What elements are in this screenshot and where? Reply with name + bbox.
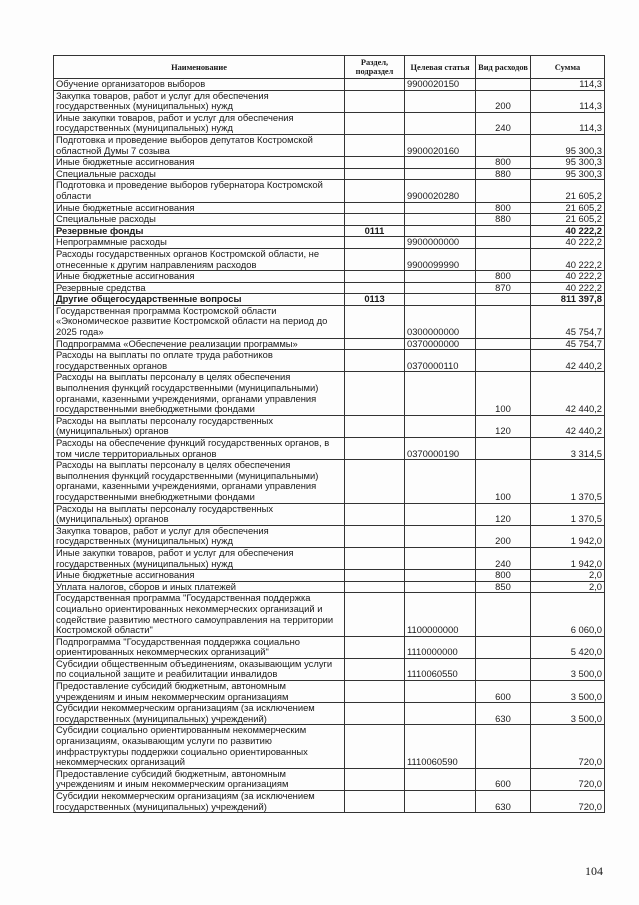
cell-sum: 21 605,2 [531, 214, 605, 226]
cell-name: Непрограммные расходы [54, 237, 345, 249]
header-razdel: Раздел, подраздел [345, 56, 405, 79]
cell-name: Иные закупки товаров, работ и услуг для обеспечения государственных (муниципальных) нужд [54, 547, 345, 569]
cell-name: Закупка товаров, работ и услуг для обеспечения государственных (муниципальных) нужд [54, 525, 345, 547]
cell-razdel [345, 791, 405, 813]
table-row [54, 350, 605, 372]
cell-razdel [345, 112, 405, 134]
cell-vid [476, 248, 531, 270]
cell-name: Специальные расходы [54, 168, 345, 180]
cell-razdel [345, 305, 405, 338]
cell-code: 0370000110 [405, 350, 476, 372]
cell-vid [476, 658, 531, 680]
table-row [54, 214, 605, 226]
header-code: Целевая статья [405, 56, 476, 79]
table-row [54, 593, 605, 636]
cell-name: Предоставление субсидий бюджетным, автономным учреждениям и иным некоммерческим организациям [54, 681, 345, 703]
cell-vid: 880 [476, 214, 531, 226]
cell-vid [476, 438, 531, 460]
table-row [54, 768, 605, 790]
cell-name: Иные бюджетные ассигнования [54, 157, 345, 169]
cell-code: 0300000000 [405, 305, 476, 338]
cell-vid: 800 [476, 271, 531, 283]
cell-code [405, 415, 476, 437]
cell-code [405, 271, 476, 283]
budget-table [53, 55, 605, 813]
table-body [54, 79, 605, 813]
cell-name: Расходы на выплаты по оплате труда работников государственных органов [54, 350, 345, 372]
cell-code [405, 581, 476, 593]
cell-code [405, 460, 476, 503]
cell-sum: 40 222,2 [531, 282, 605, 294]
table-header-row [54, 56, 605, 79]
cell-name: Субсидии социально ориентированным некоммерческим организациям, оказывающим услуги по развитию инфраструктуры поддержки социально ориентированных некоммерческих организаций [54, 725, 345, 768]
cell-vid [476, 237, 531, 249]
table-row [54, 338, 605, 350]
table-row [54, 438, 605, 460]
cell-sum: 3 500,0 [531, 658, 605, 680]
cell-code [405, 112, 476, 134]
cell-name: Уплата налогов, сборов и иных платежей [54, 581, 345, 593]
cell-vid: 600 [476, 768, 531, 790]
cell-vid: 100 [476, 372, 531, 415]
cell-name: Обучение организаторов выборов [54, 79, 345, 91]
table-row [54, 90, 605, 112]
cell-razdel [345, 271, 405, 283]
cell-vid: 870 [476, 282, 531, 294]
cell-code [405, 681, 476, 703]
cell-sum: 42 440,2 [531, 415, 605, 437]
cell-sum: 114,3 [531, 112, 605, 134]
cell-name: Расходы на выплаты персоналу государственных (муниципальных) органов [54, 415, 345, 437]
cell-vid: 850 [476, 581, 531, 593]
cell-sum: 720,0 [531, 768, 605, 790]
cell-vid: 120 [476, 503, 531, 525]
page-number: 104 [585, 864, 603, 878]
table-row [54, 681, 605, 703]
cell-code [405, 525, 476, 547]
cell-sum: 3 500,0 [531, 681, 605, 703]
table-row [54, 282, 605, 294]
table-row [54, 372, 605, 415]
cell-code: 1110060550 [405, 658, 476, 680]
cell-sum: 40 222,2 [531, 248, 605, 270]
cell-code: 0370000190 [405, 438, 476, 460]
cell-name: Иные закупки товаров, работ и услуг для обеспечения государственных (муниципальных) нужд [54, 112, 345, 134]
cell-razdel [345, 438, 405, 460]
cell-razdel: 0113 [345, 294, 405, 306]
cell-vid [476, 225, 531, 237]
cell-vid [476, 636, 531, 658]
table-row [54, 202, 605, 214]
table-row [54, 460, 605, 503]
cell-vid: 630 [476, 791, 531, 813]
cell-razdel [345, 79, 405, 91]
table-row [54, 79, 605, 91]
cell-name: Расходы на выплаты персоналу государственных (муниципальных) органов [54, 503, 345, 525]
cell-sum: 3 314,5 [531, 438, 605, 460]
cell-razdel [345, 415, 405, 437]
cell-code: 9900020280 [405, 180, 476, 202]
cell-vid: 600 [476, 681, 531, 703]
table-row [54, 547, 605, 569]
cell-vid: 240 [476, 112, 531, 134]
cell-vid [476, 294, 531, 306]
cell-sum: 45 754,7 [531, 305, 605, 338]
cell-sum: 1 942,0 [531, 547, 605, 569]
cell-code [405, 225, 476, 237]
header-name: Наименование [54, 56, 345, 79]
cell-sum: 2,0 [531, 581, 605, 593]
cell-code: 9900020150 [405, 79, 476, 91]
cell-sum: 1 942,0 [531, 525, 605, 547]
cell-code: 9900020160 [405, 134, 476, 156]
cell-code [405, 703, 476, 725]
cell-name: Подготовка и проведение выборов губернатора Костромской области [54, 180, 345, 202]
cell-code: 9900099990 [405, 248, 476, 270]
cell-name: Расходы государственных органов Костромской области, не отнесенные к другим направлениям расходов [54, 248, 345, 270]
cell-code: 1100000000 [405, 593, 476, 636]
table-row [54, 703, 605, 725]
cell-name: Расходы на выплаты персоналу в целях обеспечения выполнения функций государственными (муниципальными) органами, казенными учреждениями, органами управления государственными внебюджетными фондами [54, 372, 345, 415]
cell-code: 9900000000 [405, 237, 476, 249]
table-row [54, 157, 605, 169]
cell-razdel [345, 157, 405, 169]
cell-sum: 1 370,5 [531, 503, 605, 525]
cell-name: Резервные средства [54, 282, 345, 294]
table-row [54, 570, 605, 582]
cell-code [405, 214, 476, 226]
cell-code [405, 791, 476, 813]
cell-razdel [345, 658, 405, 680]
cell-sum: 95 300,3 [531, 134, 605, 156]
cell-code [405, 372, 476, 415]
table-row [54, 271, 605, 283]
cell-razdel [345, 503, 405, 525]
cell-name: Субсидии некоммерческим организациям (за исключением государственных (муниципальных) учреждений) [54, 703, 345, 725]
cell-sum: 6 060,0 [531, 593, 605, 636]
cell-name: Расходы на обеспечение функций государственных органов, в том числе территориальных органов [54, 438, 345, 460]
cell-name: Иные бюджетные ассигнования [54, 570, 345, 582]
cell-name: Подпрограмма «Обеспечение реализации программы» [54, 338, 345, 350]
cell-sum: 720,0 [531, 725, 605, 768]
cell-name: Предоставление субсидий бюджетным, автономным учреждениям и иным некоммерческим организациям [54, 768, 345, 790]
cell-razdel [345, 168, 405, 180]
cell-name: Другие общегосударственные вопросы [54, 294, 345, 306]
cell-vid [476, 350, 531, 372]
cell-razdel [345, 202, 405, 214]
cell-vid: 800 [476, 570, 531, 582]
cell-vid: 800 [476, 157, 531, 169]
cell-name: Государственная программа "Государственная поддержка социально ориентированных некоммерческих организаций и содействие развитию местного самоуправления на территории Костромской области" [54, 593, 345, 636]
cell-sum: 40 222,2 [531, 237, 605, 249]
cell-code [405, 202, 476, 214]
cell-razdel [345, 636, 405, 658]
cell-vid: 800 [476, 202, 531, 214]
table-row [54, 581, 605, 593]
cell-name: Подготовка и проведение выборов депутатов Костромской областной Думы 7 созыва [54, 134, 345, 156]
cell-vid [476, 305, 531, 338]
header-sum: Сумма [531, 56, 605, 79]
cell-vid: 200 [476, 90, 531, 112]
cell-sum: 21 605,2 [531, 180, 605, 202]
cell-vid: 200 [476, 525, 531, 547]
table-row [54, 248, 605, 270]
table-row [54, 525, 605, 547]
cell-vid: 120 [476, 415, 531, 437]
table-row [54, 237, 605, 249]
cell-vid [476, 180, 531, 202]
cell-name: Закупка товаров, работ и услуг для обеспечения государственных (муниципальных) нужд [54, 90, 345, 112]
cell-code [405, 547, 476, 569]
cell-sum: 114,3 [531, 90, 605, 112]
cell-razdel [345, 768, 405, 790]
cell-razdel [345, 547, 405, 569]
cell-vid [476, 79, 531, 91]
cell-name: Иные бюджетные ассигнования [54, 271, 345, 283]
cell-sum: 42 440,2 [531, 350, 605, 372]
cell-name: Подпрограмма "Государственная поддержка социально ориентированных некоммерческих организаций" [54, 636, 345, 658]
table-row [54, 225, 605, 237]
cell-sum: 2,0 [531, 570, 605, 582]
cell-name: Специальные расходы [54, 214, 345, 226]
cell-code [405, 570, 476, 582]
cell-razdel [345, 681, 405, 703]
cell-code: 1110060590 [405, 725, 476, 768]
header-vid: Вид расходов [476, 56, 531, 79]
cell-sum: 45 754,7 [531, 338, 605, 350]
cell-vid: 880 [476, 168, 531, 180]
cell-vid [476, 725, 531, 768]
cell-sum: 114,3 [531, 79, 605, 91]
cell-code [405, 503, 476, 525]
cell-razdel [345, 570, 405, 582]
cell-code [405, 282, 476, 294]
cell-vid [476, 134, 531, 156]
cell-razdel [345, 134, 405, 156]
table-row [54, 180, 605, 202]
cell-razdel [345, 282, 405, 294]
cell-sum: 720,0 [531, 791, 605, 813]
cell-razdel [345, 525, 405, 547]
cell-code: 0370000000 [405, 338, 476, 350]
table-row [54, 658, 605, 680]
table-row [54, 134, 605, 156]
cell-razdel [345, 581, 405, 593]
table-row [54, 112, 605, 134]
cell-sum: 3 500,0 [531, 703, 605, 725]
cell-name: Государственная программа Костромской области «Экономическое развитие Костромской области на период до 2025 года» [54, 305, 345, 338]
cell-sum: 95 300,3 [531, 168, 605, 180]
table-row [54, 725, 605, 768]
cell-vid: 240 [476, 547, 531, 569]
cell-razdel [345, 460, 405, 503]
cell-name: Иные бюджетные ассигнования [54, 202, 345, 214]
cell-razdel [345, 372, 405, 415]
cell-sum: 5 420,0 [531, 636, 605, 658]
table-row [54, 305, 605, 338]
cell-name: Расходы на выплаты персоналу в целях обеспечения выполнения функций государственными (муниципальными) органами, казенными учреждениями, органами управления государственными внебюджетными фондами [54, 460, 345, 503]
cell-code [405, 294, 476, 306]
cell-sum: 42 440,2 [531, 372, 605, 415]
cell-name: Субсидии общественным объединениям, оказывающим услуги по социальной защите и реабилитации инвалидов [54, 658, 345, 680]
cell-razdel [345, 703, 405, 725]
cell-name: Субсидии некоммерческим организациям (за исключением государственных (муниципальных) учреждений) [54, 791, 345, 813]
table-row [54, 415, 605, 437]
cell-sum: 811 397,8 [531, 294, 605, 306]
table-row [54, 294, 605, 306]
cell-razdel [345, 593, 405, 636]
cell-code [405, 768, 476, 790]
cell-razdel [345, 214, 405, 226]
table-row [54, 791, 605, 813]
cell-razdel [345, 350, 405, 372]
cell-name: Резервные фонды [54, 225, 345, 237]
cell-razdel [345, 90, 405, 112]
cell-vid [476, 593, 531, 636]
cell-razdel: 0111 [345, 225, 405, 237]
table-row [54, 636, 605, 658]
cell-razdel [345, 237, 405, 249]
cell-sum: 95 300,3 [531, 157, 605, 169]
cell-code [405, 157, 476, 169]
cell-razdel [345, 725, 405, 768]
cell-razdel [345, 338, 405, 350]
cell-code [405, 168, 476, 180]
cell-sum: 40 222,2 [531, 225, 605, 237]
cell-vid: 630 [476, 703, 531, 725]
cell-razdel [345, 180, 405, 202]
table-row [54, 168, 605, 180]
cell-code [405, 90, 476, 112]
cell-razdel [345, 248, 405, 270]
cell-sum: 21 605,2 [531, 202, 605, 214]
cell-sum: 40 222,2 [531, 271, 605, 283]
table-row [54, 503, 605, 525]
cell-vid [476, 338, 531, 350]
cell-code: 1110000000 [405, 636, 476, 658]
cell-sum: 1 370,5 [531, 460, 605, 503]
cell-vid: 100 [476, 460, 531, 503]
